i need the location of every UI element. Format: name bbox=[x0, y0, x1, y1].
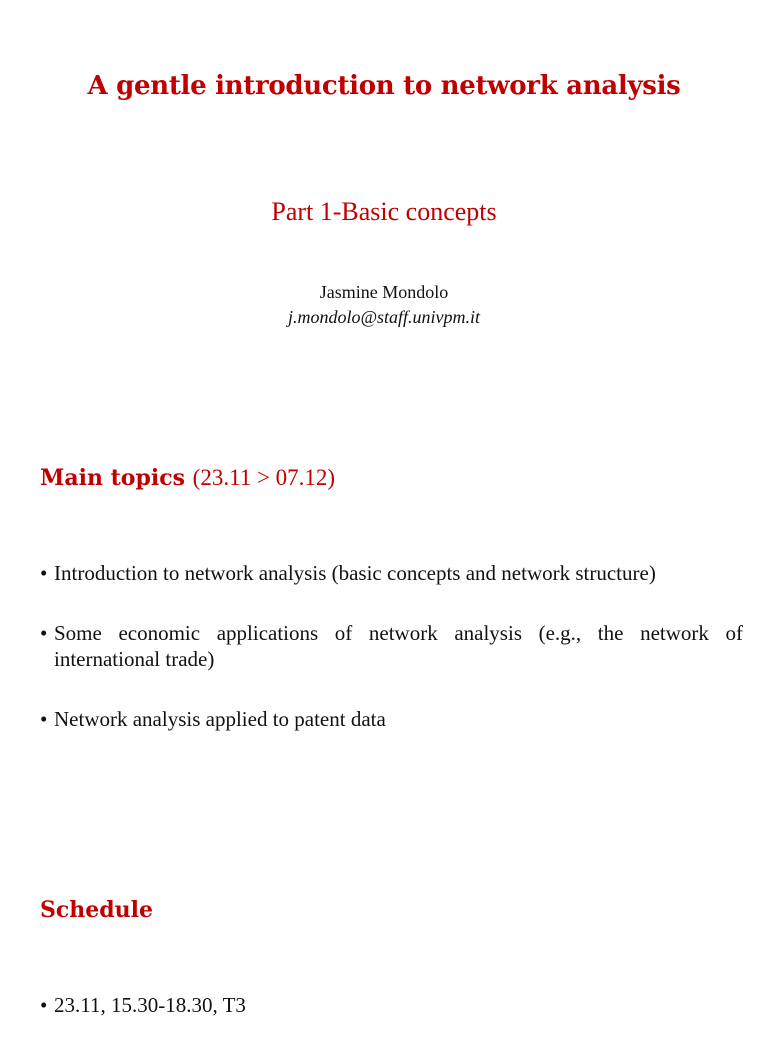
bullet-icon: • bbox=[40, 993, 48, 1017]
topic-text: Introduction to network analysis (basic concepts and network structure) bbox=[54, 561, 656, 585]
schedule-list bbox=[40, 992, 743, 1052]
author-email: j.mondolo@staff.univpm.it bbox=[287, 307, 481, 327]
topic-text: Some economic applications of network analysis (e.g., the network of international trade) bbox=[54, 621, 743, 671]
bullet-icon: • bbox=[40, 561, 48, 585]
title-block bbox=[0, 70, 768, 102]
presentation-subtitle: Part 1-Basic concepts bbox=[271, 197, 497, 226]
author-block bbox=[0, 280, 768, 330]
main-topics-list bbox=[40, 560, 743, 766]
list-item bbox=[40, 706, 743, 732]
topic-text: Network analysis applied to patent data bbox=[54, 707, 386, 731]
main-topics-heading-dates: (23.11 > 07.12) bbox=[192, 465, 336, 490]
schedule-text: 23.11, 15.30-18.30, T3 bbox=[54, 993, 246, 1017]
bullet-icon: • bbox=[40, 707, 48, 731]
list-item bbox=[40, 560, 743, 586]
bullet-icon: • bbox=[40, 621, 48, 645]
author-name: Jasmine Mondolo bbox=[319, 282, 449, 302]
schedule-heading: Schedule bbox=[40, 897, 154, 923]
list-item bbox=[40, 992, 743, 1018]
list-item bbox=[40, 620, 743, 672]
main-topics-heading-label: Main topics bbox=[40, 465, 185, 491]
presentation-title: A gentle introduction to network analysis bbox=[87, 71, 681, 101]
main-topics-heading bbox=[40, 464, 335, 492]
